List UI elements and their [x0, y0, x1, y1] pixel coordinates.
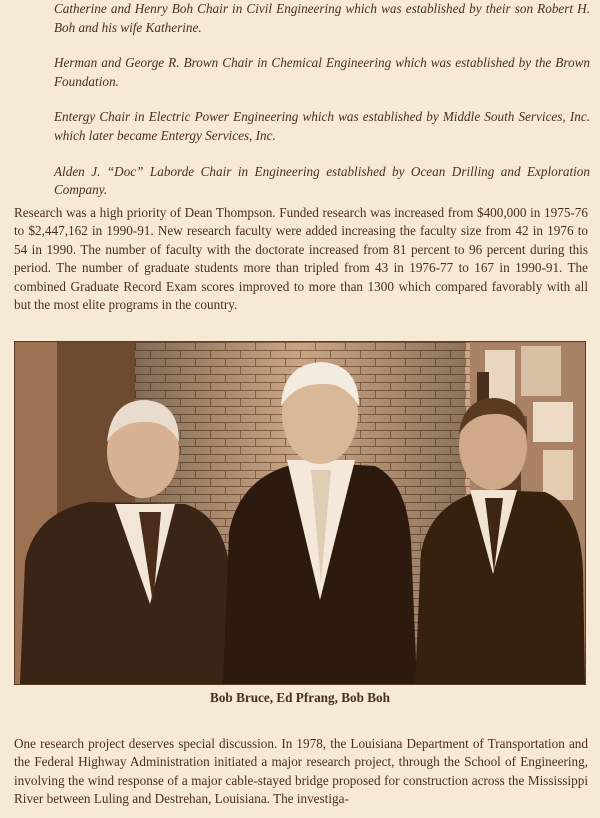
chair-item-brown: Herman and George R. Brown Chair in Chemical Engineering which was established by the Brown Foundation.: [54, 55, 590, 89]
group-photo: [14, 341, 586, 685]
chair-item-boh: Catherine and Henry Boh Chair in Civil Engineering which was established by their son Robert H. Boh and his wife Katherine.: [54, 1, 590, 35]
chair-item-laborde: Alden J. “Doc” Laborde Chair in Engineering established by Ocean Drilling and Exploration Company.: [54, 163, 590, 198]
research-paragraph: Research was a high priority of Dean Thompson. Funded research was increased from $400,000 in 1975-76 to $2,447,162 in 1990-91. New research faculty were added increasing the faculty size from 42 in 1976 to 54 in 1990. The number of faculty with the doctorate increased from 81 percent to 96 percent during this period. The number of graduate students more than tripled from 43 in 1976-77 to 167 in 1990-91. The combined Graduate Record Exam scores improved to more than 1300 which compared favorably with all but the most elite programs in the country.: [14, 205, 588, 313]
project-paragraph: One research project deserves special discussion. In 1978, the Louisiana Department of Transportation and the Federal Highway Administration initiated a major research project, through the School of Engineering, involving the wind response of a major cable-stayed bridge proposed for construction across the Mississippi River between Luling and Destrehan, Louisiana. The investiga-: [14, 736, 588, 807]
group-photo-illustration: [15, 342, 585, 684]
photo-caption: Bob Bruce, Ed Pfrang, Bob Boh: [210, 690, 390, 705]
chair-item-entergy: Entergy Chair in Electric Power Engineering which was established by Middle South Services, Inc. which later became Entergy Services, Inc.: [54, 109, 590, 143]
endowed-chairs-list: [54, 0, 590, 200]
